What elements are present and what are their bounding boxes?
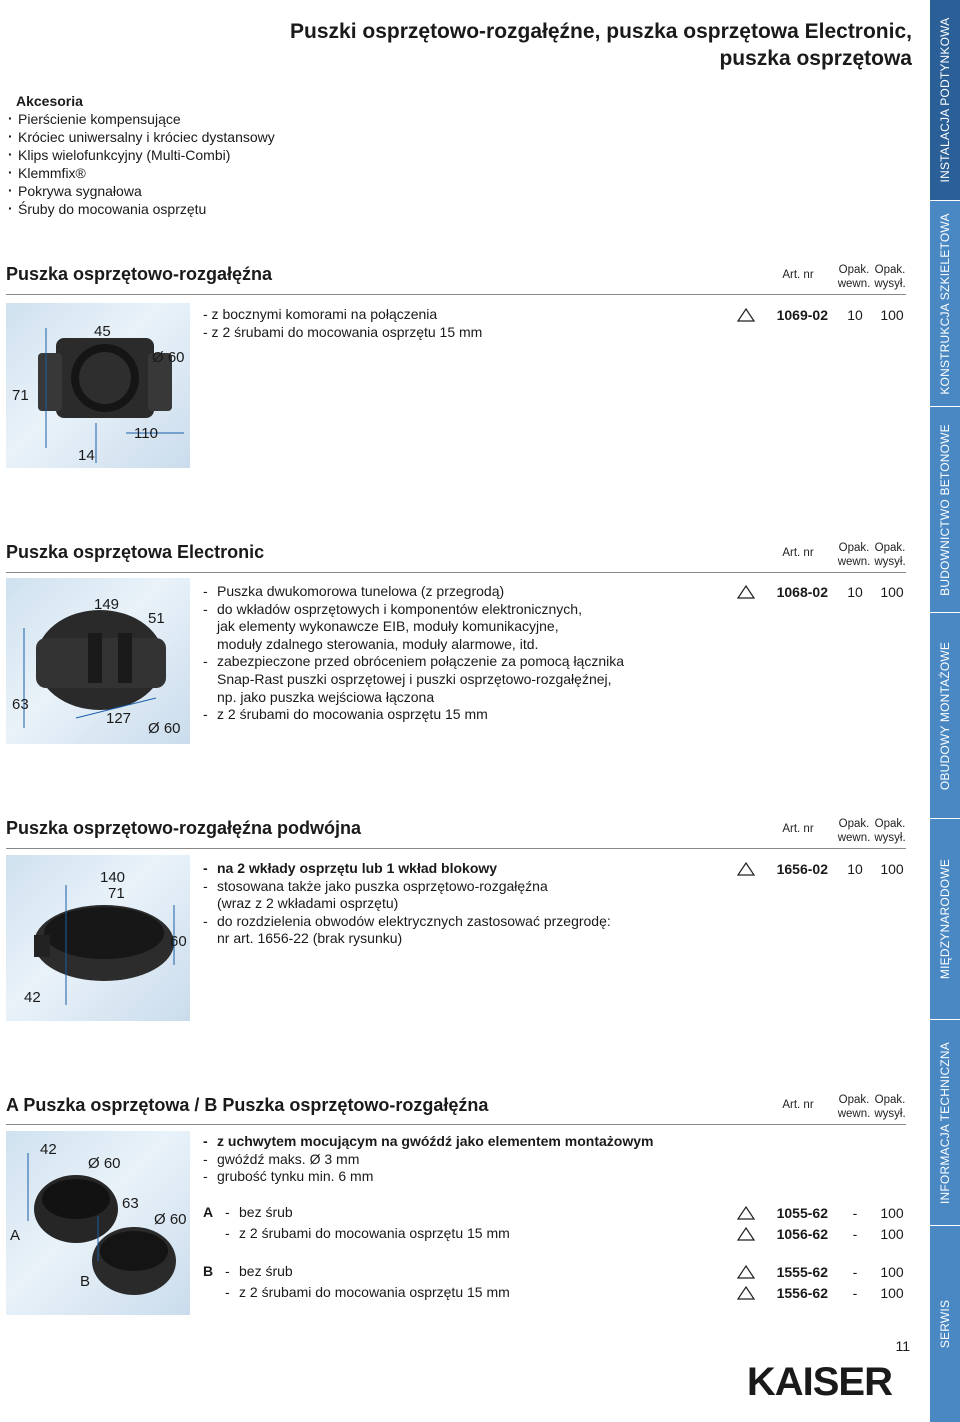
col-ship: Opak. wysył. [874,542,906,568]
vde-mark-icon [737,862,755,876]
vde-mark-icon [737,308,755,322]
art-number: 1056-62 [776,1226,828,1242]
col-art: Art. nr [782,547,814,559]
accessory-item: · Klemmfix® [8,164,275,182]
ship-pack: 100 [880,584,904,600]
inner-pack: - [852,1226,858,1242]
vde-mark-icon [737,1227,755,1241]
col-ship: Opak. wysył. [874,264,906,290]
inner-pack: 10 [847,307,863,323]
description-1656: - na 2 wkłady osprzętu lub 1 wkład blokowy - stosowana także jako puszka osprzętowo-rozgałęźna (wraz z 2 wkładami osprzętu) - do rozdzielenia obwodów elektrycznych zastosować przegrodę: nr art. 1656-22 (brak rysunku) [203,860,611,947]
art-number: 1556-62 [776,1285,828,1301]
inner-pack: - [852,1264,858,1280]
variant-b-row-1: - bez śrub [225,1263,293,1279]
col-inner: Opak. wewn. [837,1094,871,1120]
inner-pack: 10 [847,861,863,877]
ship-pack: 100 [880,1264,904,1280]
col-inner: Opak. wewn. [837,264,871,290]
inner-pack: - [852,1205,858,1221]
col-ship: Opak. wysył. [874,818,906,844]
accessories-list [8,92,275,218]
variant-letter-a: A [203,1204,214,1220]
col-ship: Opak. wysył. [874,1094,906,1120]
divider [6,1124,906,1125]
col-inner: Opak. wewn. [837,542,871,568]
tab-serwis[interactable]: SERWIS [938,1299,952,1349]
col-art: Art. nr [782,823,814,835]
col-inner: Opak. wewn. [837,818,871,844]
inner-pack: - [852,1285,858,1301]
art-number: 1068-02 [776,584,828,600]
description-1069: - z bocznymi komorami na połączenia - z 2 śrubami do mocowania osprzętu 15 mm [203,306,483,340]
sidebar [930,0,960,1422]
col-art: Art. nr [782,1099,814,1111]
accessory-item: · Króciec uniwersalny i króciec dystansowy [8,128,275,146]
tab-obudowy-montazowe[interactable]: OBUDOWY MONTAŻOWE [930,613,960,819]
product-image-1055-1555: 42 Ø 60 63 Ø 60 A B [6,1131,190,1315]
tab-instalacja-podtynkowa[interactable]: INSTALACJA PODTYNKOWA [930,0,960,201]
accessory-item: · Pierścienie kompensujące [8,110,275,128]
accessory-item: · Śruby do mocowania osprzętu [8,200,275,218]
tab-miedzynarodowe[interactable]: MIĘDZYNARODOWE [930,819,960,1020]
art-number: 1656-02 [776,861,828,877]
product-image-1069: 45 Ø 60 71 110 14 [6,303,190,468]
variant-a-row-1: - bez śrub [225,1204,293,1220]
vde-mark-icon [737,1265,755,1279]
vde-mark-icon [737,1206,755,1220]
description-1055: - z uchwytem mocującym na gwóźdź jako elementem montażowym - gwóźdź maks. Ø 3 mm - grubość tynku min. 6 mm [203,1133,654,1185]
page-number: 11 [895,1338,910,1354]
tab-informacja-techniczna[interactable]: INFORMACJA TECHNICZNA [930,1020,960,1226]
divider [6,848,906,849]
accessories-heading: Akcesoria [16,93,83,109]
section-title-3: Puszka osprzętowo-rozgałęźna podwójna [6,818,362,838]
variant-a-row-2: - z 2 śrubami do mocowania osprzętu 15 mm [225,1225,510,1241]
variant-b-row-2: - z 2 śrubami do mocowania osprzętu 15 mm [225,1284,510,1300]
tab-budownictwo-betonowe[interactable]: BUDOWNICTWO BETONOWE [930,407,960,613]
page-title: Puszki osprzętowo-rozgałęźne, puszka osprzętowa Electronic, puszka osprzętowa [290,20,912,70]
ship-pack: 100 [880,307,904,323]
vde-mark-icon [737,585,755,599]
section-title-1: Puszka osprzętowo-rozgałęźna [6,264,273,284]
ship-pack: 100 [880,861,904,877]
accessory-item: · Pokrywa sygnałowa [8,182,275,200]
divider [6,294,906,295]
divider [6,572,906,573]
art-number: 1555-62 [776,1264,828,1280]
section-title-4: A Puszka osprzętowa / B Puszka osprzętowo-rozgałęźna [6,1095,489,1115]
section-title-2: Puszka osprzętowa Electronic [6,542,265,562]
ship-pack: 100 [880,1285,904,1301]
art-number: 1055-62 [776,1205,828,1221]
vde-mark-icon [737,1286,755,1300]
kaiser-logo: KAISER [746,1360,892,1404]
tab-konstrukcja-szkieletowa[interactable]: KONSTRUKCJA SZKIELETOWA [930,201,960,407]
ship-pack: 100 [880,1226,904,1242]
product-image-1068: 149 51 63 127 Ø 60 [6,578,190,744]
product-image-1656: 140 71 60 42 [6,855,190,1021]
accessory-item: · Klips wielofunkcyjny (Multi-Combi) [8,146,275,164]
art-number: 1069-02 [776,307,828,323]
description-1068: - Puszka dwukomorowa tunelowa (z przegrodą) - do wkładów osprzętowych i komponentów elektronicznych, jak elementy wykonawcze EIB, moduły komunikacyjne, moduły zdalnego sterowania, moduły alarmowe, itd. - zabezpieczone przed obróceniem połączenie za pomocą łącznika Snap-Rast puszki osprzętowej i puszki osprzętowo-rozgałęźnej, np. jako puszka wejściowa łączona - z 2 śrubami do mocowania osprzętu 15 mm [203,583,625,723]
variant-letter-b: B [203,1263,214,1279]
col-art: Art. nr [782,269,814,281]
ship-pack: 100 [880,1205,904,1221]
inner-pack: 10 [847,584,863,600]
